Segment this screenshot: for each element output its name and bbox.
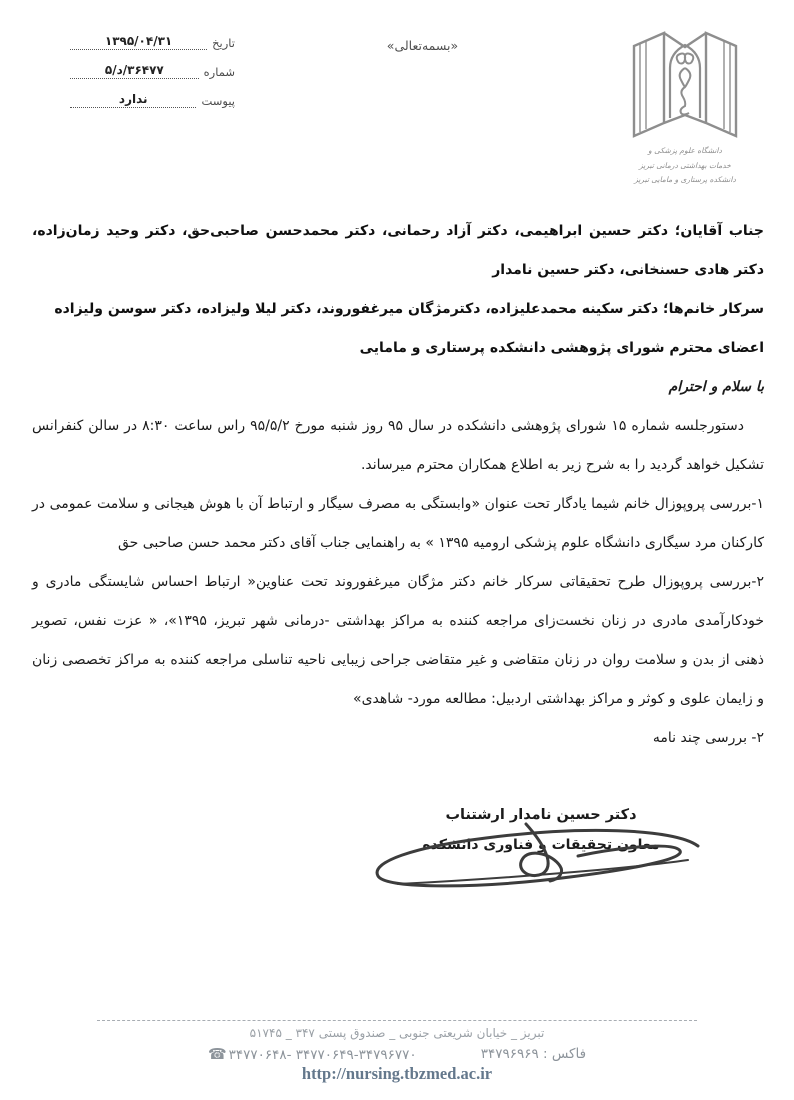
letter-body <box>0 212 794 758</box>
addressee-women-line: سرکار خانم‌ها؛ دکتر سکینه محمدعلیزاده، دکترمژگان میرغفوروند، دکتر لیلا ولیزاده، دکتر سوسن ولیزاده <box>54 300 764 317</box>
agenda-item-1: ۱-بررسی پروپوزال خانم شیما یادگار تحت عنوان «وابستگی به مصرف سیگار و ارتباط آن با هوش هیجانی و سلامت عمومی در کارکنان مرد سیگاری دانشگاه علوم پزشکی ارومیه ۱۳۹۵ » به راهنمایی جناب آقای دکتر محمد حسن صاحبی حق <box>32 495 764 551</box>
date-value: ۱۳۹۵/۰۴/۳۱ <box>70 34 207 50</box>
signer-title: معاون تحقیقات و فناوری دانشکده <box>422 836 660 853</box>
letter-header <box>0 0 794 188</box>
salutation-line: با سلام و احترام <box>668 378 764 395</box>
university-logo-icon <box>610 26 760 144</box>
meta-row-number <box>70 63 235 79</box>
number-label: شماره <box>203 65 235 79</box>
address-line: تبریز _ خیابان شریعتی جنوبی _ صندوق پستی ۳۴۷ _ ۵۱۷۴۵ <box>249 1026 545 1040</box>
phone-numbers: ۳۴۷۷۰۶۴۸- ۳۴۷۷۰۶۴۹-۳۴۷۹۶۷۷۰ <box>228 1047 417 1063</box>
logo-caption-line1: دانشگاه علوم پزشکی و <box>648 146 722 155</box>
footer-separator <box>97 1020 697 1021</box>
meta-row-date <box>70 34 235 50</box>
letter-footer <box>0 1020 794 1084</box>
phone-icon: ☎ <box>207 1045 227 1063</box>
website-url: http://nursing.tbzmed.ac.ir <box>301 1064 493 1083</box>
agenda-item-2: ۲-بررسی پروپوزال طرح تحقیقاتی سرکار خانم دکتر مژگان میرغفوروند تحت عناوین« ارتباط احساس شایستگی مادری و خودکارآمدی مادری در زنان نخست‌زای مراجعه کننده به مراکز بهداشتی -درمانی شهر تبریز، ۱۳۹۵»، « عزت نفس، تصویر ذهنی از بدن و سلامت روان در زنان متقاضی و غیر متقاضی جراحی زیبایی ناحیه تناسلی مراجعه کننده به مراکز تخصصی زنان و زایمان علوی و کوثر و مراکز بهداشتی اردبیل: مطالعه مورد- شاهدی» <box>32 573 764 707</box>
fax-number: ۳۴۷۹۶۹۶۹ <box>480 1046 539 1062</box>
letter-meta-block <box>70 34 235 121</box>
agenda-item-3: ۲- بررسی چند نامه <box>652 729 764 746</box>
number-value: ۳۶۴۷۷/د/۵ <box>70 63 199 79</box>
fax-label: فاکس <box>551 1046 587 1062</box>
signer-name: دکتر حسین نامدار ارشتناب <box>445 806 637 823</box>
meta-row-attachment <box>70 92 235 108</box>
phone-numbers-block <box>208 1045 417 1063</box>
addressee-men-line: جناب آقایان؛ دکتر حسین ابراهیمی، دکتر آزاد رحمانی، دکتر محمدحسن صاحبی‌حق، دکتر وحید زمان‌زاده، دکتر هادی حسنخانی، دکتر حسین نامدار <box>32 222 764 278</box>
besmele-text: «بسمه‌تعالی» <box>386 38 459 53</box>
university-logo-block <box>610 26 760 188</box>
phone-fax-line <box>0 1045 794 1063</box>
signature-block <box>376 800 706 860</box>
addressee-role-line: اعضای محترم شورای پژوهشی دانشکده پرستاری و مامایی <box>359 339 764 356</box>
date-label: تاریخ <box>212 36 235 50</box>
fax-block: فاکس : ۳۴۷۹۶۹۶۹ <box>480 1046 587 1062</box>
logo-caption-line2: خدمات بهداشتی درمانی تبریز <box>639 160 731 170</box>
intro-paragraph: دستورجلسه شماره ۱۵ شورای پژوهشی دانشکده در سال ۹۵ روز شنبه مورخ ۹۵/۵/۲ راس ساعت ۸:۳۰ در سالن کنفرانس تشکیل خواهد گردید را به شرح زیر به اطلاع همکاران محترم میرساند. <box>32 417 764 473</box>
attachment-label: پیوست <box>201 94 235 108</box>
attachment-value: ندارد <box>70 92 196 108</box>
logo-caption-line3: دانشکده پرستاری و مامایی تبریز <box>634 175 736 185</box>
